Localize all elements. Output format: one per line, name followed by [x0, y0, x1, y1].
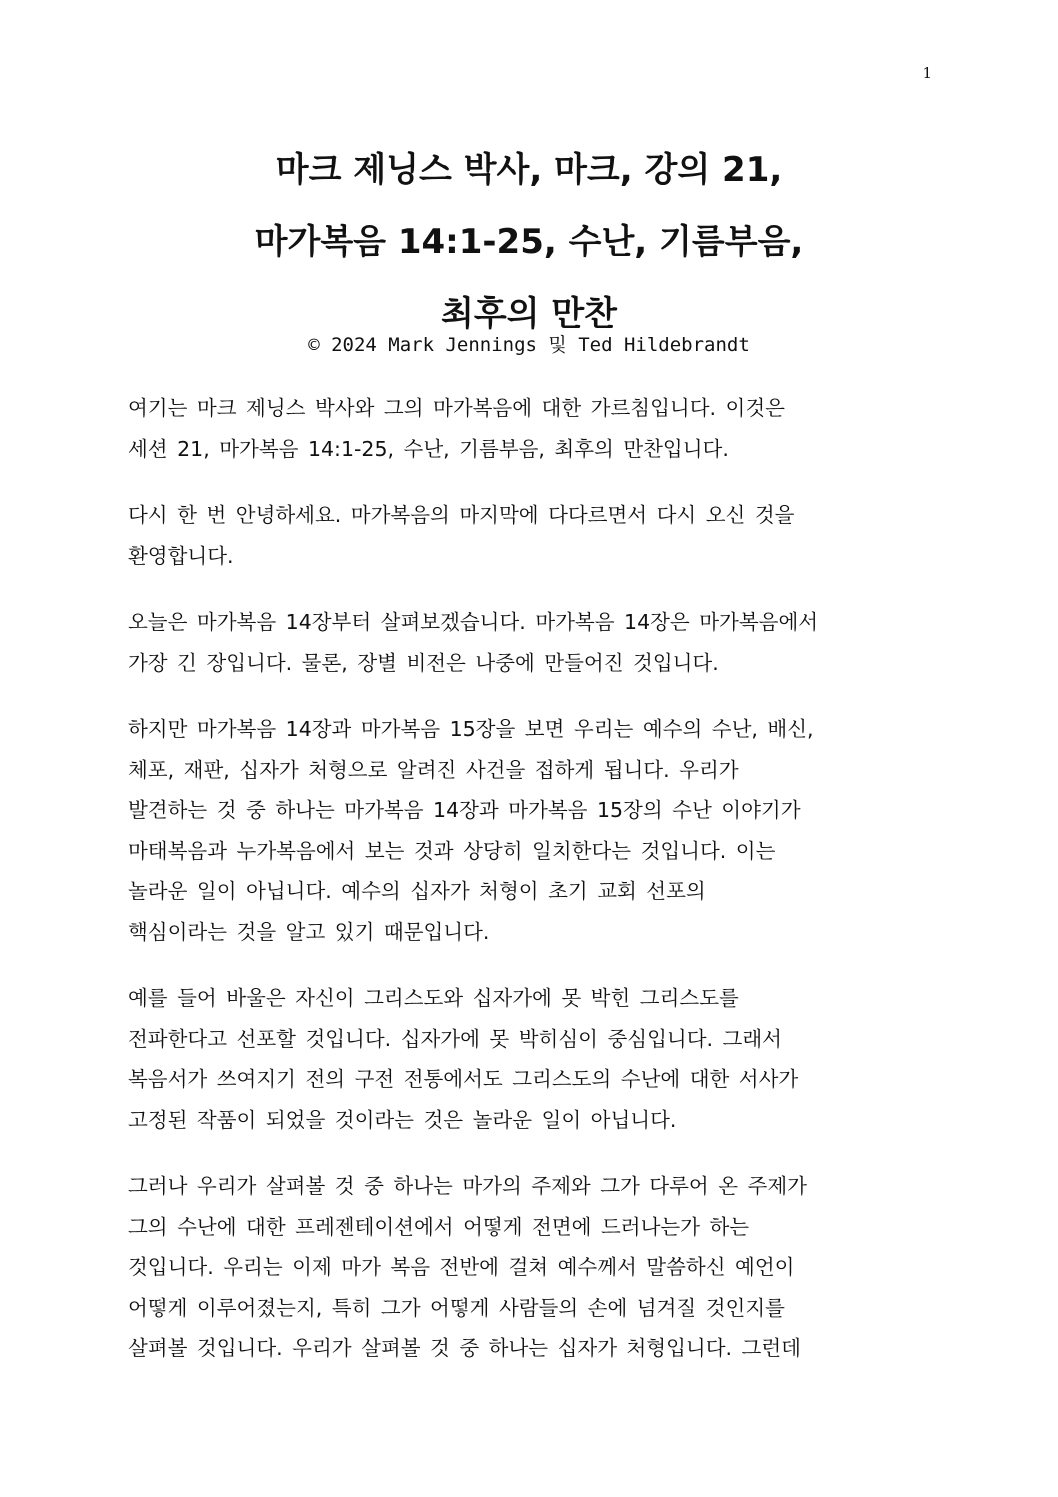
title-line: 최후의 만찬 — [440, 294, 618, 334]
title-line: 마가복음 14:1-25, 수난, 기름부음, — [254, 222, 804, 262]
text-line: 살펴볼 것입니다. 우리가 살펴볼 것 중 하나는 십자가 처형입니다. 그런데 — [128, 1336, 801, 1360]
text-line: 핵심이라는 것을 알고 있기 때문입니다. — [128, 919, 490, 944]
text-line: 오늘은 마가복음 14장부터 살펴보겠습니다. 마가복음 14장은 마가복음에서 — [128, 610, 819, 634]
paragraph — [128, 709, 928, 952]
text-line: 환영합니다. — [128, 543, 234, 568]
text-line: 세션 21, 마가복음 14:1-25, 수난, 기름부음, 최후의 만찬입니다. — [128, 436, 729, 461]
document-title — [80, 134, 978, 350]
text-line: 가장 긴 장입니다. 물론, 장별 비전은 나중에 만들어진 것입니다. — [128, 650, 719, 675]
text-line: 그의 수난에 대한 프레젠테이션에서 어떻게 전면에 드러나는가 하는 — [128, 1214, 750, 1239]
text-line: 예를 들어 바울은 자신이 그리스도와 십자가에 못 박힌 그리스도를 — [128, 986, 739, 1010]
paragraph — [128, 495, 928, 576]
text-line: 하지만 마가복음 14장과 마가복음 15장을 보면 우리는 예수의 수난, 배신, — [128, 717, 814, 741]
text-line: 전파한다고 선포할 것입니다. 십자가에 못 박히심이 중심입니다. 그래서 — [128, 1026, 782, 1051]
text-line: 것입니다. 우리는 이제 마가 복음 전반에 걸쳐 예수께서 말씀하신 예언이 — [128, 1255, 795, 1279]
document-body — [128, 388, 928, 1395]
text-line: 고정된 작품이 되었을 것이라는 것은 놀라운 일이 아닙니다. — [128, 1107, 677, 1132]
text-line: 발견하는 것 중 하나는 마가복음 14장과 마가복음 15장의 수난 이야기가 — [128, 798, 801, 822]
text-line: 여기는 마크 제닝스 박사와 그의 마가복음에 대한 가르침입니다. 이것은 — [128, 396, 785, 420]
page-number: 1 — [922, 64, 932, 82]
text-line: 체포, 재판, 십자가 처형으로 알려진 사건을 접하게 됩니다. 우리가 — [128, 757, 739, 782]
text-line: 복음서가 쓰여지기 전의 구전 전통에서도 그리스도의 수난에 대한 서사가 — [128, 1067, 799, 1091]
text-line: 어떻게 이루어졌는지, 특히 그가 어떻게 사람들의 손에 넘겨질 것인지를 — [128, 1295, 785, 1320]
text-line: 놀라운 일이 아닙니다. 예수의 십자가 처형이 초기 교회 선포의 — [128, 879, 706, 903]
text-line: 다시 한 번 안녕하세요. 마가복음의 마지막에 다다르면서 다시 오신 것을 — [128, 503, 795, 527]
text-line: 그러나 우리가 살펴볼 것 중 하나는 마가의 주제와 그가 다루어 온 주제가 — [128, 1174, 807, 1198]
copyright-notice: © 2024 Mark Jennings 및 Ted Hildebrandt — [308, 334, 750, 356]
paragraph — [128, 1166, 928, 1369]
title-line: 마크 제닝스 박사, 마크, 강의 21, — [275, 150, 783, 190]
paragraph — [128, 978, 928, 1140]
paragraph — [128, 602, 928, 683]
text-line: 마태복음과 누가복음에서 보는 것과 상당히 일치한다는 것입니다. 이는 — [128, 838, 776, 863]
paragraph — [128, 388, 928, 469]
